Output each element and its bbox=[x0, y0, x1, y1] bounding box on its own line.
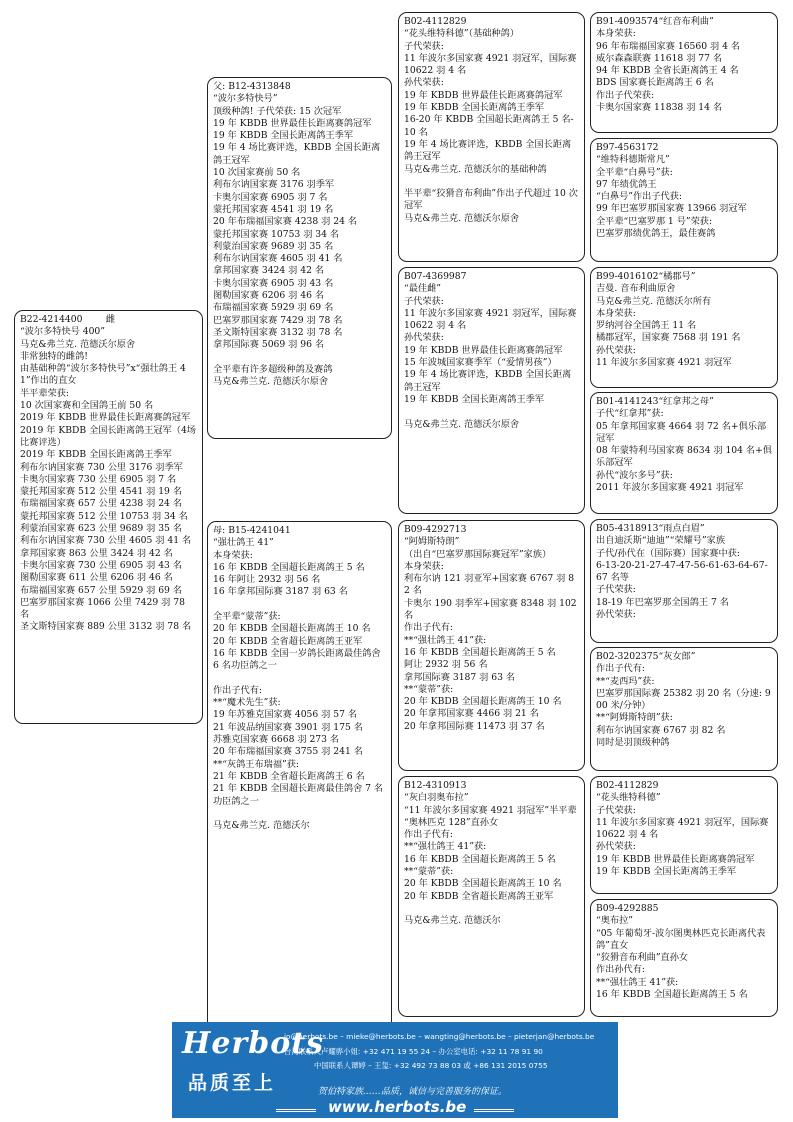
card-line: 21 年波品纳国家赛 3901 羽 175 名 bbox=[213, 721, 363, 733]
herbots-logo: Herbots bbox=[182, 1026, 324, 1061]
card-line: “波尔多特快号 400” bbox=[20, 326, 105, 338]
card-line: 拿邦国际赛 5069 羽 96 名 bbox=[213, 339, 325, 351]
card-line: 19 年 KBDB 世界最佳长距离赛鸽冠军 bbox=[404, 89, 563, 101]
card-line: 利蒙治国家赛 9689 羽 35 名 bbox=[213, 240, 334, 252]
card-line: 马克&弗兰克. 范德沃尔原舍 bbox=[213, 376, 329, 388]
card-line: “灰白羽奥布拉” bbox=[404, 792, 469, 804]
card-line: 16 年 KBDB 全国一岁鸽长距离最佳鸽舍 6 名功臣鸽之一 bbox=[213, 647, 384, 672]
card-line: B09-4292885 bbox=[596, 903, 659, 914]
card-line: 马克&弗兰克. 范德沃尔的基础种鸽 bbox=[404, 163, 547, 175]
card-line: 马克&弗兰克. 范德沃尔原舍 bbox=[404, 212, 520, 224]
mmf-card bbox=[590, 776, 778, 894]
card-line: 18-19 年巴塞罗那全国鸽王 7 名 bbox=[596, 596, 729, 608]
card-line: 卡奥尔国家赛 6905 羽 43 名 bbox=[213, 277, 334, 289]
card-line: “白鼻号”作出子代获: bbox=[596, 191, 682, 203]
china-contact-line: 中国联系人谭婷 – 王玺: +32 492 73 88 03 或 +86 131 2015 0755 bbox=[314, 1061, 548, 1070]
card-line: 16 年阿让 2932 羽 56 名 bbox=[213, 574, 321, 586]
card-line: 子代荣获: bbox=[404, 40, 444, 52]
card-line: 19 年 KBDB 全国长距离鸽王季军 bbox=[404, 393, 545, 405]
card-line: 11 年波尔多国家赛 4921 羽冠军，国际赛 10622 羽 4 名 bbox=[596, 816, 772, 841]
card-line: 16 年 KBDB 全国超长距离鸽王 5 名 bbox=[596, 989, 748, 1001]
card-line: 马克&弗兰克. 范德沃尔所有 bbox=[596, 295, 712, 307]
card-line: 21 年 KBDB 全国超长距离最佳鸽舍 7 名功臣鸽之一 bbox=[213, 783, 384, 807]
card-line: 15 年波城国家赛季军（“爱情男孩”） bbox=[404, 357, 557, 369]
email-line[interactable]: jo@herbots.be – mieke@herbots.be – wangting@herbots.be – pieterjan@herbots.be bbox=[284, 1032, 595, 1041]
card-line: **“蒙蒂”获: bbox=[404, 866, 454, 878]
mm-card bbox=[398, 776, 585, 1017]
card-line: 利蒙治国家赛 623 公里 9689 羽 35 名 bbox=[20, 523, 183, 535]
card-line: 孙代荣获: bbox=[596, 841, 636, 853]
card-line: 拿邦国家赛 863 公里 3424 羽 42 名 bbox=[20, 547, 173, 559]
card-line: 2019 年 KBDB 世界最佳长距离赛鸽冠军 bbox=[20, 412, 191, 424]
card-line: 20 年拿邦国际赛 11473 羽 37 名 bbox=[404, 720, 545, 732]
card-line: B12-4310913 bbox=[404, 780, 467, 791]
card-line: **“灰鸽王布瑞福”获: bbox=[213, 758, 299, 770]
website-link[interactable]: www.herbots.be bbox=[328, 1098, 467, 1116]
card-line: **“强壮鸽王 41”获: bbox=[596, 976, 679, 988]
card-line: “波尔多特快号” bbox=[213, 93, 278, 105]
card-line: **“强壮鸽王 41”获: bbox=[404, 841, 487, 853]
card-line: 半平辈荣获: bbox=[20, 387, 70, 399]
card-line: 19 年 4 场比赛评选，KBDB 全国长距离鸽王冠军 bbox=[404, 138, 572, 163]
card-line: 11 年波尔多国家赛 4921 羽冠军，国际赛 10622 羽 4 名 bbox=[404, 52, 580, 77]
card-line: 作出子代有: bbox=[213, 684, 263, 696]
card-line: 蒙托邦国家赛 512 公里 10753 羽 34 名 bbox=[20, 510, 188, 522]
card-line: 19 年 KBDB 全国长距离鸽王季军 bbox=[213, 130, 354, 142]
card-line: 16 年 KBDB 全国超长距离鸽王 5 名 bbox=[404, 853, 556, 865]
card-line: 16 年拿邦国际赛 3187 羽 63 名 bbox=[213, 586, 348, 598]
card-line: 蒙托邦国家赛 512 公里 4541 羽 19 名 bbox=[20, 486, 183, 498]
card-line: 孙代荣获: bbox=[596, 344, 636, 356]
card-line: 布瑞福国家赛 5929 羽 69 名 bbox=[213, 302, 334, 314]
card-line: 08 年蒙特利马国家赛 8634 羽 104 名+俱乐部冠军 bbox=[596, 445, 772, 469]
card-line: “花头维特科德” bbox=[596, 792, 661, 804]
card-line: 巴塞罗那绩优鸽王，最佳赛鸽 bbox=[596, 228, 716, 240]
card-line: 父: B12-4313848 bbox=[213, 81, 291, 92]
card-line: B91-4093574“红音布利曲” bbox=[596, 16, 714, 27]
card-line: 卡奥尔国家赛 11838 羽 14 名 bbox=[596, 102, 723, 114]
card-line bbox=[404, 406, 579, 418]
card-line: **“麦西玛”获: bbox=[596, 675, 655, 687]
card-line: 05 年拿邦国家赛 4664 羽 72 名+俱乐部冠军 bbox=[596, 420, 767, 444]
card-line bbox=[213, 808, 386, 820]
fmm-card bbox=[590, 392, 778, 514]
card-line: 子代荣获: bbox=[596, 584, 636, 596]
card-line: “奥林匹克 128”直孙女 bbox=[404, 816, 499, 828]
card-line: 19 年 KBDB 全国长距离鸽王季军 bbox=[404, 102, 545, 114]
mff-card bbox=[590, 519, 778, 643]
card-line: 孙代荣获: bbox=[596, 609, 636, 621]
card-line: 16 年 KBDB 全国超长距离鸽王 5 名 bbox=[404, 646, 556, 658]
card-line: B07-4369987 bbox=[404, 271, 467, 282]
card-line: B97-4563172 bbox=[596, 142, 659, 153]
card-line: 本身荣获: bbox=[596, 28, 636, 40]
card-line: 马克&弗兰克. 范德沃尔 bbox=[213, 820, 310, 832]
card-line: 巴塞罗那国家赛 1066 公里 7429 羽 78 名 bbox=[20, 596, 188, 621]
card-line: 孙代荣获: bbox=[404, 332, 444, 344]
card-line: 21 年 KBDB 全省超长距离鸽王 6 名 bbox=[213, 770, 365, 782]
card-line: 19 年 KBDB 世界最佳长距离赛鸽冠军 bbox=[596, 853, 755, 865]
card-line: BDS 国家赛长距离鸽王 6 名 bbox=[596, 77, 714, 89]
card-line: “花头维特科德”（基础种鸽） bbox=[404, 28, 520, 40]
card-line: 马克&弗兰克. 范德沃尔原舍 bbox=[20, 338, 136, 350]
card-line: 子代荣获: bbox=[596, 804, 636, 816]
ffm-card bbox=[590, 138, 778, 262]
card-line: 孙代荣获: bbox=[404, 77, 444, 89]
card-line: 半平辈“狡猾音布利曲”作出子代超过 10 次冠军 bbox=[404, 188, 578, 212]
card-line: “奥布拉” bbox=[596, 915, 633, 927]
mfm-card bbox=[590, 647, 778, 771]
card-line: “维特科德斯常凡” bbox=[596, 154, 670, 166]
card-line: 非常独特的雌鸽! bbox=[20, 350, 89, 362]
card-line: “最佳雌” bbox=[404, 283, 441, 295]
card-line: B02-3202375“灰女郎” bbox=[596, 651, 696, 662]
fmf-card bbox=[590, 267, 778, 388]
card-line: “阿姆斯特朗” bbox=[404, 536, 460, 548]
card-line: B02-4112829 bbox=[404, 16, 467, 27]
card-line: 2011 年波尔多国家赛 4921 羽冠军 bbox=[596, 482, 744, 494]
card-line: 苏雅克国家赛 6668 羽 273 名 bbox=[213, 734, 340, 746]
card-line: 本身荣获: bbox=[404, 560, 444, 572]
card-line: 利布尔讷国家赛 730 公里 3176 羽季军 bbox=[20, 461, 183, 473]
card-line: “05 年葡萄牙-波尔图奥林匹克长距离代表鸽”直女 bbox=[596, 927, 766, 951]
card-line: 20 年 KBDB 全省超长距离鸽王亚军 bbox=[404, 890, 554, 902]
card-line: 同时是羽顶级种鸽 bbox=[596, 737, 670, 749]
card-line: 20 年 KBDB 全国超长距离鸽王 10 名 bbox=[404, 878, 562, 890]
card-line: 圣文斯特国家赛 3132 羽 78 名 bbox=[213, 326, 343, 338]
card-line: 蒙托邦国家赛 4541 羽 19 名 bbox=[213, 203, 334, 215]
card-line: 本身荣获: bbox=[213, 549, 253, 561]
card-line: **“阿姆斯特朗”获: bbox=[596, 712, 673, 724]
card-line: 2019 年 KBDB 全国长距离鸽王冠军（4场比赛评选） bbox=[20, 424, 196, 448]
card-line: 全平辈“蒙蒂”获: bbox=[213, 611, 281, 623]
card-line: 子代荣获: bbox=[404, 295, 444, 307]
card-line: 布瑞福国家赛 657 公里 4238 羽 24 名 bbox=[20, 498, 183, 510]
divider-right bbox=[474, 1109, 514, 1112]
card-line: 11 年波尔多国家赛 4921 羽冠军 bbox=[596, 357, 732, 369]
card-line: 利布尔讷国家赛 6767 羽 82 名 bbox=[596, 724, 726, 736]
card-line: 20 年 KBDB 全省超长距离鸽王亚军 bbox=[213, 635, 363, 647]
card-line: B05-4318913“雨点白眉” bbox=[596, 523, 705, 534]
card-line: “强壮鸽王 41” bbox=[213, 537, 274, 549]
card-line: 利布尔讷国家赛 730 公里 4605 羽 41 名 bbox=[20, 535, 192, 547]
card-line: 子代/孙代在（国际赛）国家赛中获: bbox=[596, 547, 741, 559]
card-line: 卡奥尔 190 羽季军+国家赛 8348 羽 102 名 bbox=[404, 597, 580, 622]
card-line: 圣文斯特国家赛 889 公里 3132 羽 78 名 bbox=[20, 621, 192, 633]
card-line: 威尔森森联赛 11618 羽 77 名 bbox=[596, 52, 723, 64]
card-line: 蒙托邦国家赛 10753 羽 34 名 bbox=[213, 228, 340, 240]
ff-card bbox=[398, 12, 585, 262]
card-line: 96 年布瑞福国家赛 16560 羽 4 名 bbox=[596, 40, 741, 52]
card-line: 卡奥尔国家赛 730 公里 6905 羽 43 名 bbox=[20, 559, 183, 571]
card-line: B02-4112829 bbox=[596, 780, 659, 791]
card-line: **“蒙蒂”获: bbox=[404, 683, 454, 695]
card-line: 99 年巴塞罗那国家赛 13966 羽冠军 bbox=[596, 203, 747, 215]
card-line: 6-13-20-21-27-47-47-56-61-63-64-67-67 名等 bbox=[596, 559, 768, 584]
card-line: 19 年 4 场比赛评选，KBDB 全国长距离鸽王冠军 bbox=[213, 142, 381, 166]
card-line: 作出子代有: bbox=[404, 622, 454, 634]
mmm-card bbox=[590, 899, 778, 1017]
card-line: B09-4292713 bbox=[404, 524, 467, 535]
card-line: 卡奥尔国家赛 730 公里 6905 羽 7 名 bbox=[20, 473, 177, 485]
card-line: 由基础种鸽“波尔多特快号”x“强壮鸽王 41”作出的直女 bbox=[20, 363, 186, 387]
card-line: 图勒国家赛 6206 羽 46 名 bbox=[213, 290, 325, 302]
card-line: “11 年波尔多国家赛 4921 羽冠军”半平辈 bbox=[404, 804, 577, 816]
card-line: B99-4016102“橘郡号” bbox=[596, 271, 696, 282]
card-line: **“强壮鸽王 41”获: bbox=[404, 634, 487, 646]
card-line: 作出孙代有: bbox=[596, 964, 646, 976]
card-line: 巴塞罗那国家赛 7429 羽 78 名 bbox=[213, 314, 343, 326]
card-line: 马克&弗兰克. 范德沃尔原舍 bbox=[404, 418, 520, 430]
card-line: 拿邦国家赛 3424 羽 42 名 bbox=[213, 265, 325, 277]
card-line: （出自“巴塞罗那国际赛冠军”家族） bbox=[404, 548, 552, 560]
fff-card bbox=[590, 12, 778, 133]
tagline: 贺伯特家族……品质，诚信与完善服务的保证。 bbox=[318, 1087, 508, 1097]
card-line: 利布尔讷 121 羽亚军+国家赛 6767 羽 82 名 bbox=[404, 573, 575, 597]
card-line: 利布尔讷国家赛 4605 羽 41 名 bbox=[213, 253, 343, 265]
card-line: 本身荣获: bbox=[596, 307, 636, 319]
card-line: 2019 年 KBDB 全国长距离鸽王季军 bbox=[20, 449, 172, 461]
card-line: 20 年布瑞福国家赛 4238 羽 24 名 bbox=[213, 216, 358, 228]
card-line: 20 年 KBDB 全国超长距离鸽王 10 名 bbox=[213, 623, 371, 635]
card-line: B01-4141243“红拿邦之母” bbox=[596, 396, 714, 407]
card-line bbox=[213, 352, 386, 364]
card-line: 10 次国家赛和全国鸽王前 50 名 bbox=[20, 400, 154, 412]
card-line: 全平辈有许多超级种鸽及赛鸽 bbox=[213, 363, 333, 375]
card-line: 阿让 2932 羽 56 名 bbox=[404, 659, 488, 671]
card-line: 罗纳河谷全国鸽王 11 名 bbox=[596, 320, 697, 332]
card-line: 孙代“波尔多号”获: bbox=[596, 469, 673, 481]
slogan: 品质至上 bbox=[188, 1072, 277, 1094]
card-line: 11 年波尔多国家赛 4921 羽冠军，国际赛 10622 羽 4 名 bbox=[404, 307, 580, 332]
card-line bbox=[213, 673, 386, 685]
mf-card bbox=[398, 520, 585, 771]
card-line: 10 次国家赛前 50 名 bbox=[213, 167, 301, 179]
herbots-banner bbox=[172, 1022, 618, 1118]
card-line: 20 年布瑞福国家赛 3755 羽 241 名 bbox=[213, 746, 363, 758]
card-line: 全平辈“白鼻号”获: bbox=[596, 166, 673, 178]
card-line: 作出子代荣获: bbox=[596, 89, 655, 101]
card-line: 19 年苏雅克国家赛 4056 羽 57 名 bbox=[213, 709, 358, 721]
card-line: 布瑞福国家赛 657 公里 5929 羽 69 名 bbox=[20, 584, 183, 596]
card-line: “狡猾音布利曲”直孙女 bbox=[596, 952, 689, 964]
card-line: 19 年 KBDB 世界最佳长距离赛鸽冠军 bbox=[404, 344, 563, 356]
card-line: 16-20 年 KBDB 全国超长距离鸽王 5 名-10 名 bbox=[404, 114, 574, 138]
card-line: 19 年 KBDB 世界最佳长距离赛鸽冠军 bbox=[213, 117, 372, 129]
card-line: 20 年拿邦国家赛 4466 羽 21 名 bbox=[404, 708, 539, 720]
card-line bbox=[404, 903, 579, 915]
card-line: 拿邦国际赛 3187 羽 63 名 bbox=[404, 671, 516, 683]
card-line: 97 年绩优鸽王 bbox=[596, 178, 657, 190]
father-card bbox=[207, 77, 392, 439]
card-line: 16 年 KBDB 全国超长距离鸽王 5 名 bbox=[213, 561, 365, 573]
card-line: 作出子代有: bbox=[404, 829, 454, 841]
card-line: 顶级种鸽! 子代荣获: 15 次冠军 bbox=[213, 105, 342, 117]
card-line: 全平辈“巴塞罗那 1 号”荣获: bbox=[596, 215, 713, 227]
card-line: 马克&弗兰克. 范德沃尔 bbox=[404, 915, 501, 927]
card-line: 巴塞罗那国际赛 25382 羽 20 名（分速: 900 米/分钟） bbox=[596, 687, 771, 712]
card-line bbox=[213, 599, 386, 611]
taiwan-contact-line: 台湾联系人卢耀骅小姐: +32 471 19 55 24 – 办公室电话: +32 11 78 91 90 bbox=[284, 1047, 543, 1056]
card-line: 母: B15-4241041 bbox=[213, 525, 291, 536]
card-line: 出自迪沃斯“迪迪”“荣耀号”家族 bbox=[596, 535, 726, 547]
card-line: 19 年 KBDB 全国长距离鸽王季军 bbox=[596, 866, 737, 878]
card-line: 19 年 4 场比赛评选，KBDB 全国长距离鸽王冠军 bbox=[404, 369, 572, 393]
subject-card bbox=[14, 310, 203, 724]
card-line: **“魔术先生”获: bbox=[213, 697, 281, 709]
divider-left bbox=[276, 1109, 316, 1112]
card-line: 吉曼. 音布利曲原舍 bbox=[596, 283, 676, 295]
fm-card bbox=[398, 267, 585, 514]
card-line: 橘郡冠军，国家赛 7568 羽 191 名 bbox=[596, 332, 741, 344]
card-line: 20 年 KBDB 全国超长距离鸽王 10 名 bbox=[404, 696, 562, 708]
card-line: 利布尔讷国家赛 3176 羽季军 bbox=[213, 179, 335, 191]
card-line: 卡奥尔国家赛 6905 羽 7 名 bbox=[213, 191, 328, 203]
card-line: B22-4214400 雌 bbox=[20, 314, 116, 325]
card-line: 图勒国家赛 611 公里 6206 羽 46 名 bbox=[20, 572, 173, 584]
card-line: 子代“红拿邦”获: bbox=[596, 408, 664, 420]
card-line bbox=[404, 176, 579, 188]
card-line: 94 年 KBDB 全省长距离鸽王 4 名 bbox=[596, 65, 739, 77]
card-line: 作出子代有: bbox=[596, 663, 646, 675]
